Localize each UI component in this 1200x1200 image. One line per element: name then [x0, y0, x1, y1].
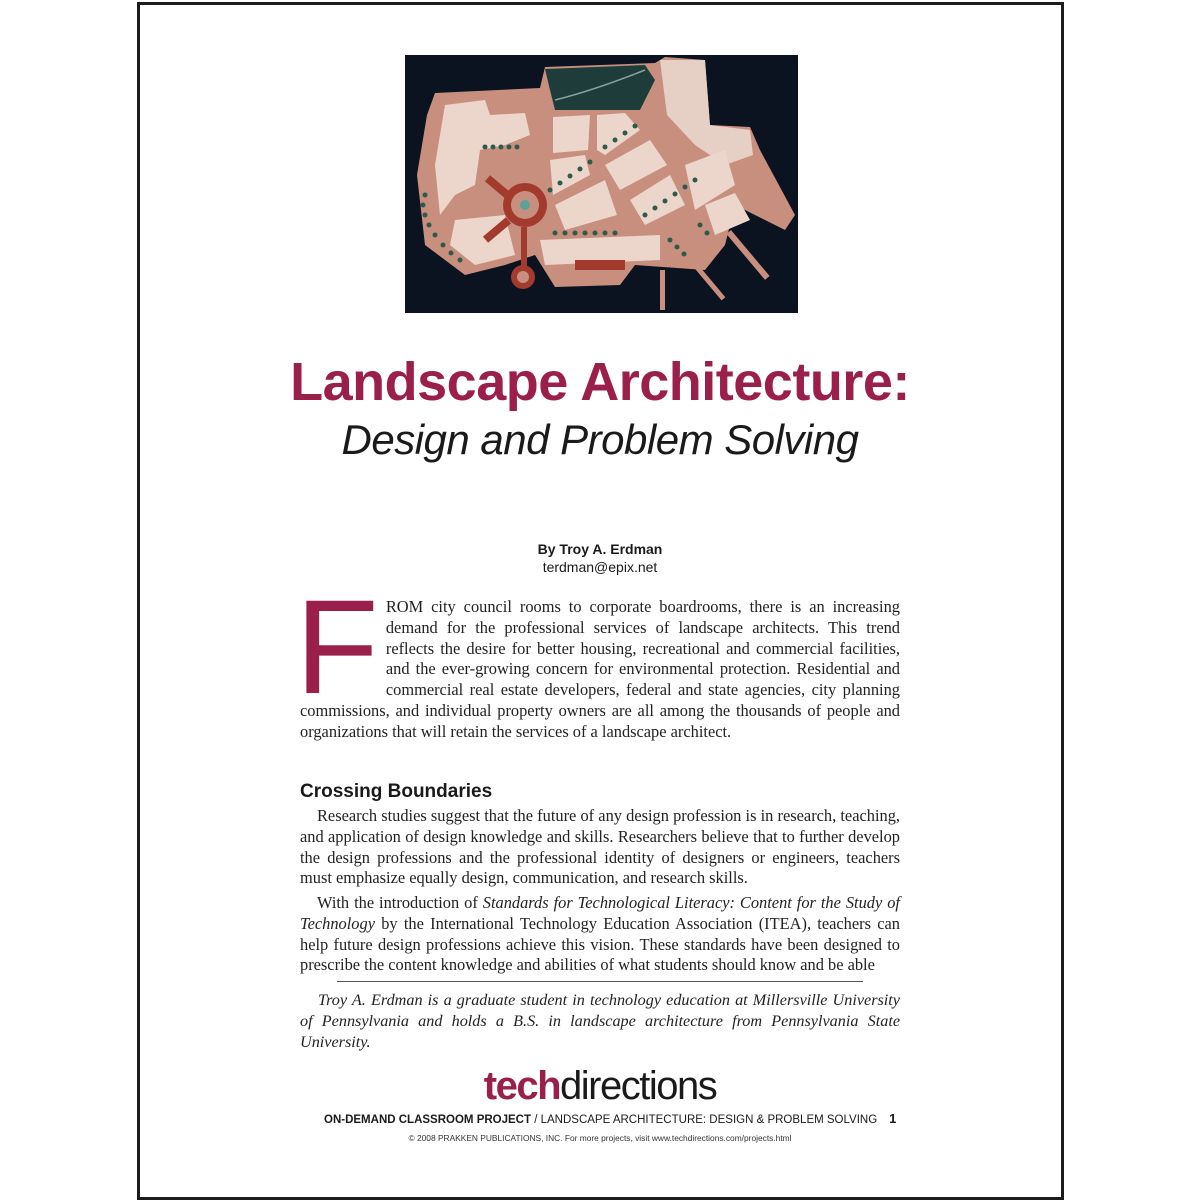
logo-tech: tech [483, 1064, 561, 1108]
section-heading: Crossing Boundaries [300, 781, 493, 802]
author-email[interactable]: terdman@epix.net [542, 559, 658, 575]
section-paragraph-1: Research studies suggest that the future of any design profession is in research, teaching, and application of design knowledge and skills. Researchers believe that to further develop the design professions and the professional identity of designers or engineers, teachers must emphasize equally design, communication, and research skills. [300, 806, 900, 888]
project-label: ON-DEMAND CLASSROOM PROJECT [324, 1114, 532, 1126]
section-paragraph-2 [300, 893, 900, 976]
project-title: LANDSCAPE ARCHITECTURE: DESIGN & PROBLEM SOLVING [540, 1114, 878, 1126]
page-title: Landscape Architecture: [290, 352, 910, 412]
site-model-photo [405, 55, 798, 313]
author-byline: By Troy A. Erdman [537, 541, 663, 557]
intro-text: ROM city council rooms to corporate boardrooms, there is an increasing demand for the professional services of landscape architects. This trend reflects the desire for better housing, recreational and commercial facilities, and the ever-growing concern for environmental protection. Residential and commercial real estate developers, federal and state agencies, city planning commissions, and individual property owners are all among the thousands of people and organizations that will retain the services of a landscape architect. [300, 597, 900, 741]
footer-separator: / [531, 1114, 541, 1126]
techdirections-logo [0, 1063, 1200, 1109]
paragraph-2-lead: With the introduction of [317, 893, 483, 912]
footer-project-line [324, 1111, 897, 1128]
copyright-notice: © 2008 PRAKKEN PUBLICATIONS, INC. For more projects, visit www.techdirections.com/projects.html [408, 1133, 792, 1143]
drop-cap: F [295, 573, 379, 722]
site-plan-image [405, 55, 798, 313]
paragraph-2-rest: by the International Technology Education Association (ITEA), teachers can help future design professions achieve this vision. These standards have been designed to prescribe the content knowledge and abilities of what students should know and be able [300, 913, 900, 975]
author-bio: Troy A. Erdman is a graduate student in technology education at Millersville University of Pennsylvania and holds a B.S. in landscape architecture from Pennsylvania State University. [300, 991, 900, 1051]
logo-directions: directions [560, 1064, 717, 1108]
page-subtitle: Design and Problem Solving [341, 416, 859, 463]
standards-title: Standards for Technological Literacy: Content for the Study of Technology [300, 893, 900, 933]
separator-rule [337, 981, 863, 982]
intro-paragraph [295, 573, 900, 743]
page-number: 1 [889, 1111, 897, 1126]
